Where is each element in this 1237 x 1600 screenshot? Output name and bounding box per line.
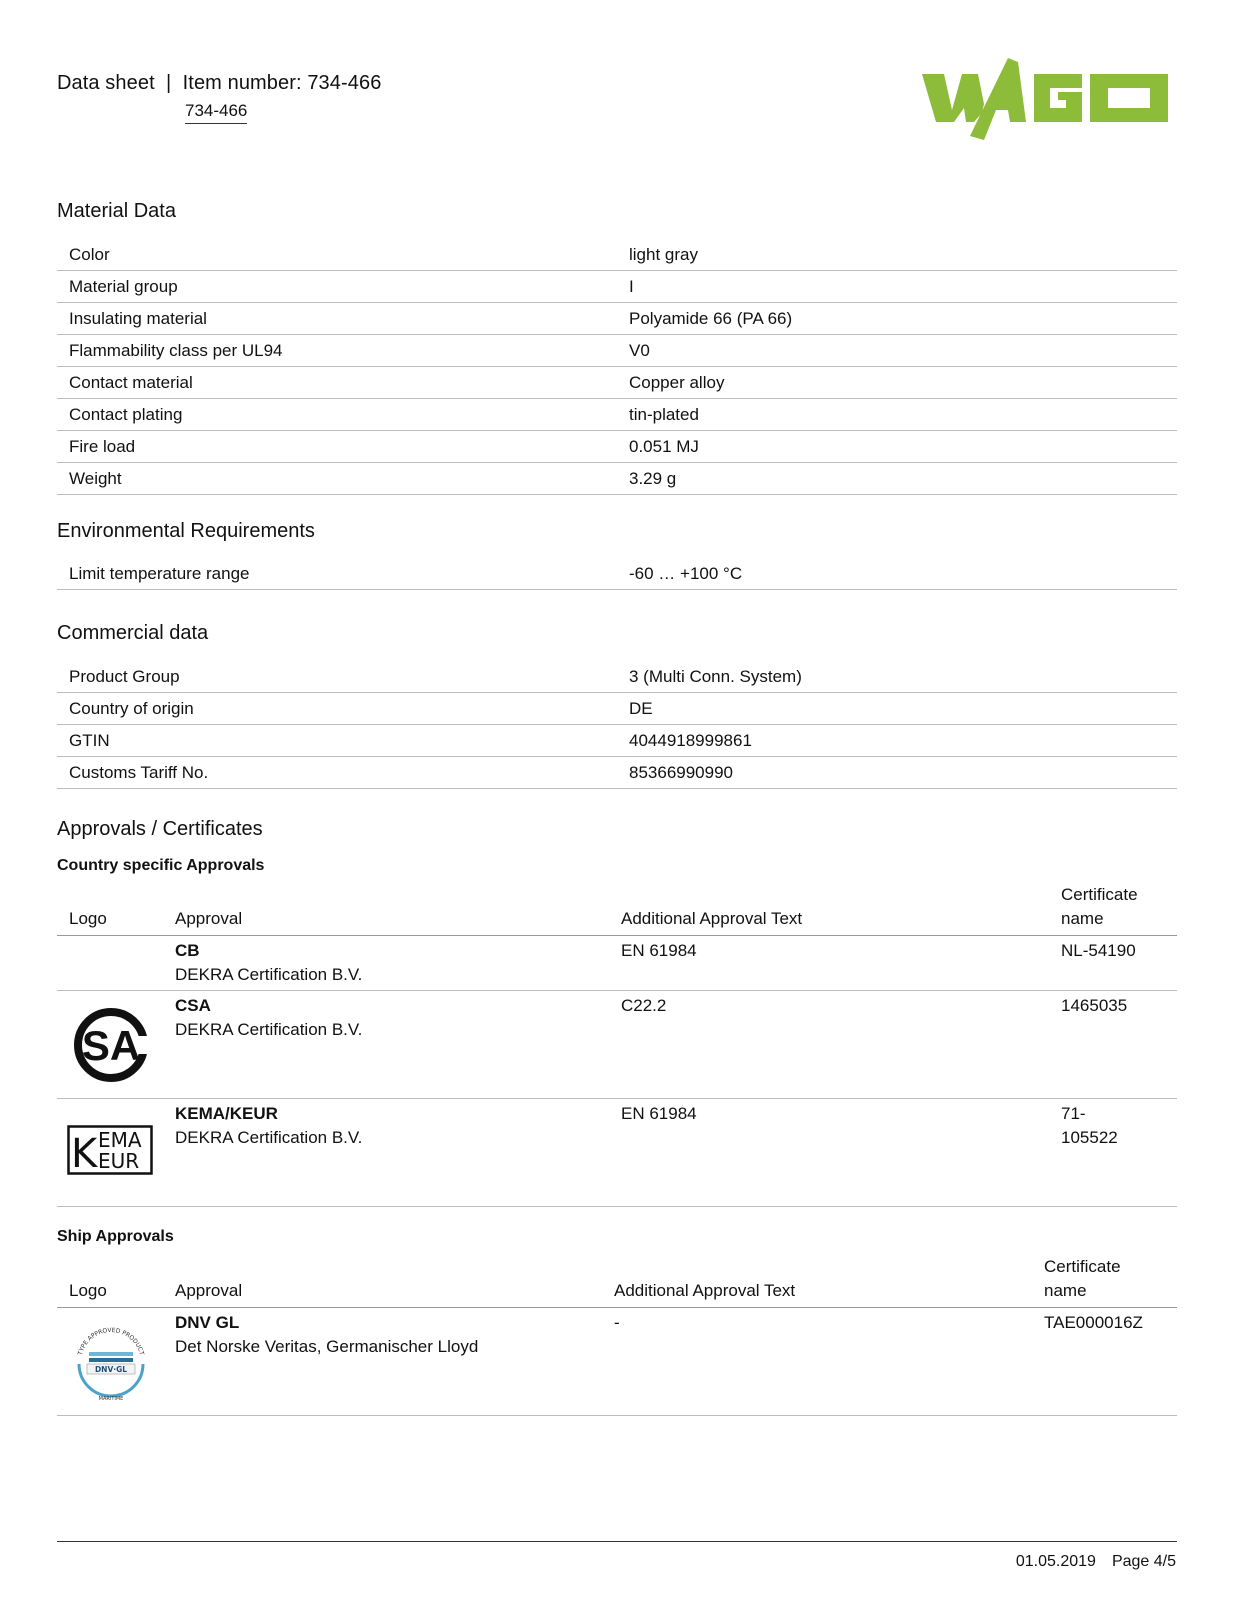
certificate-name-2: 105522 (1061, 1128, 1118, 1147)
header-additional: Additional Approval Text (614, 1281, 796, 1300)
header-logo: Logo (69, 909, 107, 928)
header-logo: Logo (69, 1281, 107, 1300)
additional-text: EN 61984 (621, 1104, 697, 1123)
table-row: Fire load 0.051 MJ (57, 431, 1177, 463)
table-row: GTIN 4044918999861 (57, 725, 1177, 757)
wago-logo (922, 58, 1176, 142)
table-header (57, 1255, 1177, 1308)
svg-text:EMA: EMA (98, 1128, 142, 1152)
approval-org: DEKRA Certification B.V. (175, 965, 363, 984)
dnv-gl-logo-icon (69, 1320, 153, 1404)
table-row (57, 936, 1177, 991)
header-approval: Approval (175, 909, 243, 928)
approval-name: CB (175, 941, 200, 960)
ship-approvals-title: Ship Approvals (57, 1228, 174, 1245)
environmental-title: Environmental Requirements (57, 520, 315, 542)
document-title: Data sheet | Item number: 734-466 (57, 72, 382, 94)
kema-keur-logo-icon (67, 1125, 153, 1177)
additional-text: C22.2 (621, 996, 667, 1015)
footer-date: 01.05.2019 (1015, 1553, 1096, 1570)
svg-text:TYPE APPROVED PRODUCT: TYPE APPROVED PRODUCT (76, 1326, 146, 1356)
material-data-table (57, 239, 1177, 495)
header-cert: Certificate (1061, 885, 1138, 904)
svg-text:DNV·GL: DNV·GL (94, 1365, 128, 1374)
table-row: Country of origin DE (57, 693, 1177, 725)
environmental-table (57, 558, 1177, 590)
header-approval: Approval (175, 1281, 243, 1300)
item-number-link[interactable]: 734-466 (185, 101, 247, 124)
page-number: Page 4/5 (1111, 1553, 1176, 1570)
table-row: Limit temperature range -60 … +100 °C (57, 558, 1177, 590)
svg-text:EUR: EUR (98, 1149, 140, 1173)
approval-name: KEMA/KEUR (175, 1104, 278, 1123)
table-row: Product Group 3 (Multi Conn. System) (57, 661, 1177, 693)
approval-org: DEKRA Certification B.V. (175, 1128, 363, 1147)
header-cert-2: name (1044, 1281, 1087, 1300)
approval-name: CSA (175, 996, 211, 1015)
additional-text: - (614, 1313, 620, 1332)
table-row (57, 991, 1177, 1099)
ship-approvals-table (57, 1255, 1177, 1416)
table-row: Flammability class per UL94 V0 (57, 335, 1177, 367)
country-approvals-table (57, 883, 1177, 1207)
footer-divider (57, 1541, 1177, 1542)
certificate-name: 71- (1061, 1104, 1086, 1123)
csa-logo-icon (71, 1002, 151, 1088)
approval-org: Det Norske Veritas, Germanischer Lloyd (175, 1337, 479, 1356)
svg-text:SA: SA (81, 1022, 141, 1069)
table-row: Insulating material Polyamide 66 (PA 66) (57, 303, 1177, 335)
table-row: Contact plating tin-plated (57, 399, 1177, 431)
table-row (57, 1099, 1177, 1207)
approval-org: DEKRA Certification B.V. (175, 1020, 363, 1039)
table-row: Contact material Copper alloy (57, 367, 1177, 399)
approval-name: DNV GL (175, 1313, 240, 1332)
additional-text: EN 61984 (621, 941, 697, 960)
table-row: Customs Tariff No. 85366990990 (57, 757, 1177, 789)
certificate-name: 1465035 (1061, 996, 1128, 1015)
table-row: Material group I (57, 271, 1177, 303)
table-header (57, 883, 1177, 936)
table-row: Weight 3.29 g (57, 463, 1177, 495)
svg-text:MARITIME: MARITIME (98, 1396, 124, 1402)
country-approvals-title: Country specific Approvals (57, 857, 265, 874)
commercial-table (57, 661, 1177, 789)
svg-text:K: K (71, 1131, 98, 1177)
footer (1000, 1553, 1176, 1571)
certificate-name: TAE000016Z (1044, 1313, 1143, 1332)
header-cert-2: name (1061, 909, 1104, 928)
table-row: Color light gray (57, 239, 1177, 271)
approvals-title: Approvals / Certificates (57, 818, 263, 840)
header-additional: Additional Approval Text (621, 909, 803, 928)
certificate-name: NL-54190 (1061, 941, 1136, 960)
header-cert: Certificate (1044, 1257, 1121, 1276)
table-row (57, 1308, 1177, 1416)
material-data-title: Material Data (57, 200, 176, 222)
commercial-title: Commercial data (57, 622, 209, 644)
